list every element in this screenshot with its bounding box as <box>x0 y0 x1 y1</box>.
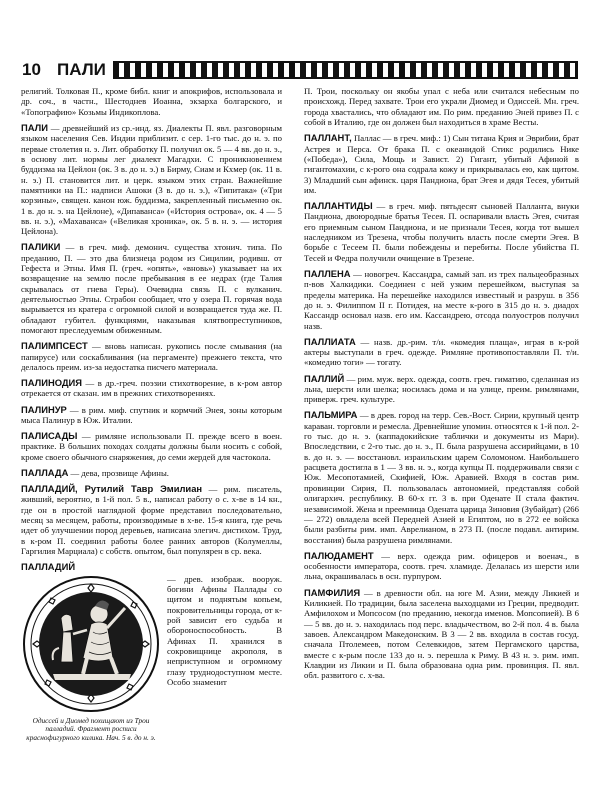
entry-text: — дева, прозвище Афины. <box>68 467 169 478</box>
entry-paliki <box>21 242 282 335</box>
headword: ПАЛЛИАТА <box>304 335 356 347</box>
kylix-illustration <box>21 574 161 714</box>
figure-caption: Одиссей и Диомед похищают из Трои палладий. Фрагмент росписи краснофигурного килика. Нач. 5 в. до н. э. <box>26 715 156 742</box>
headword: ПАЛЬМИРА <box>304 409 358 421</box>
entry-palladiy <box>21 562 282 742</box>
headword: ПАЛЛАДА <box>21 466 69 478</box>
entry-text: П. Трои, поскольку он якобы упал с неба или считался небесным по происхожд. Перед захвате. Трои его украли Диомед и Одиссей. Мн. греч. города хвастались, что обладают им. По рим. преданию Эней привез П. с собой в Италию, где он должен был находиться в храме Весты. <box>304 86 579 128</box>
entry-text: — в греч. миф. пятьдесят сыновей Палланта, внуки Пандиона, двоюродные братья Тесея. П. оспаривали власть Эгея, считая его приемным сыном Пандиона, и не признали Тесея, когда тот вышел наследником из Трезена, чтобы получить власть после смерти Эгея. В борьбе с Тесеем П. были побеждены и перебиты. После убийства П. Тесей и Федра получили очищение в Трезене. <box>304 201 579 263</box>
right-column <box>304 86 579 686</box>
entry-text: — новогреч. Кассандра, самый зап. из трех пальцеобразных п-вов Халкидики. Соединен с ней узким перешейком, выступая за пределы материка. На перешейке находился известный и разруш. в 356 до н. э. Филиппом II г. Потидея, на месте к-рого в 315 до н. э. диадох Кассандр основал назв. его им. Кассандрею, отсода полуостров получил назв. <box>304 268 579 331</box>
entry-text: — назв. др.-рим. т/и. «комедия плаща», играя в к-рой актеры выступали в греч. одежде. Римляне противопоставляли П. т/и. «комедию тоги» — тогату. <box>304 336 579 368</box>
entry-text: — в др.-греч. поэзии стихотворение, в к-ром автор отрекается от сказан. им в прежних стихотворениях. <box>21 378 282 399</box>
entry-palisady <box>21 431 282 462</box>
entry-text: — в древ. город на терр. Сев.-Вост. Сирии, крупный центр караван. торговли и ремесла. Древнейшие упомин. относятся к 1-й пол. 2-го тыс. до н. э. (каппадокийские таблички и документы из Мари). Впоследствии, с 2-го тыс. до н. э., П. была разрушена ассирийцами, в 10 в. до н. э. — восстановл. израильским царем Соломоном. Наибольшего расцвета достигла в 1 — 3 вв. н. э., когда купцы П. поддерживали связи с Юж. Месопотамией, Скифией, Юж. Аравией. Входя в состав рим. провинции Сирия, П. пользовалась автономией, представляя собой олигархич. республику. В 60-х гг. 3 в. при Оденате II стала фактич. независимой. Жена и преемница Одената царица Зиновия (Зубайдат) (266 — 272) овладела всей Передней Азией и Египтом, но в 272 ее войска были разбиты рим. имп. Аврелианом, в 273 П. (после подавл. антирим. восстания) была разрушена римлянами. <box>304 410 579 545</box>
headword: ПАЛИКИ <box>21 241 61 253</box>
page-number: 10 <box>22 60 41 79</box>
meander-band <box>113 61 578 79</box>
entry-palliy <box>304 374 579 405</box>
entry-pallant <box>304 133 579 195</box>
entry-text: — древ. изображ. вооруж. богини Афины Паллады со щитом и поднятым копьем, покровительницы города, от к-рой зависит его судьба и обороноспособность. В Афинах П. хранился в сокровищнице акрополя, в неприступном и огромному глазу труднодоступном месте. Особо знаменит <box>167 573 282 688</box>
headword: ПАЛЛАНТ, <box>304 132 352 144</box>
entry-pallada <box>21 468 282 478</box>
entry-text: — вновь написан. рукопись после смывания (на папирусе) или соскабливания (на пергаменте) прежнего текста, что делалось преим. из-за недостатка писчего материала. <box>21 341 282 372</box>
page-header <box>22 58 578 82</box>
entry-pamfiliya <box>304 588 579 681</box>
entry-palinur <box>21 405 282 426</box>
headword: ПАМФИЛИЯ <box>304 586 361 598</box>
headword: ПАЛЛАДИЙ <box>21 561 76 573</box>
running-head: ПАЛИ <box>57 60 106 79</box>
headword: ПАЛЮДАМЕНТ <box>304 549 374 561</box>
entry-palinodia <box>21 378 282 399</box>
headword: ПАЛЛЕНА <box>304 267 351 279</box>
entry-pallantidy <box>304 201 579 263</box>
headword: ПАЛИНОДИЯ <box>21 377 83 389</box>
entry-pallena <box>304 269 579 331</box>
entry-text: — в древности обл. на юге М. Азии, между Ликией и Киликией. По традиции, была заселена выходцами из Греции, предводит. Амфилохом и Мопсосом (по преданию, некогда именов. Мопсопией). В 6 — 5 вв. до н. э. находилась под перс. владычеством, во 2-й пол. 4 в. была завоев. Александром Македонским. В 3 — 2 вв. входила в состав госуд. сначала Птолемеев, потом Селевкидов, затем Пергамского царства, вместе с к-рым после 133 до н. э. перешла к Риму. В 43 н. э. рим. имп. Клавдии из Ликии и П. была образована одна рим. провинция. П. явл. обл. развитого с. х-ва. <box>304 587 579 681</box>
entry-continuation <box>304 86 579 127</box>
headword: ПАЛИНУР <box>21 403 67 415</box>
left-column <box>21 86 282 748</box>
entry-text: религий. Толковая П., кроме библ. книг и апокрифов, использовала и др. соч., в частн., Шестоднев Иоанна, экзарха болгарского, и «Топографию» Козьмы Индикоплова. <box>21 86 282 117</box>
entry-pali <box>21 123 282 237</box>
entry-palmira <box>304 410 579 544</box>
entry-palimpsest <box>21 341 282 372</box>
headword: ПАЛЛАДИЙ, Рутилий Тавр Эмилиан <box>21 483 203 495</box>
entry-text: — римляне использовали П. прежде всего в воен. практике. В больших походах солдаты должны были носить с собой, кроме своего обычного снаряжения, до семи жердей для частокола. <box>21 431 282 462</box>
headword: ПАЛИСАДЫ <box>21 430 78 442</box>
entry-text: — рим. муж. верх. одежда, соотв. греч. гиматию, сделанная из льна, шерсти или шелка; носилась дома и на улице, преим. римлянами, приверж. греч. культуре. <box>304 373 579 405</box>
headword: ПАЛЛАНТИДЫ <box>304 200 373 212</box>
entry-palladiy-writer <box>21 484 282 556</box>
entry-continuation <box>21 86 282 117</box>
headword: ПАЛЛИЙ <box>304 372 345 384</box>
entry-text: — древнейший из ср.-инд. яз. Диалекты П. явл. разговорным языком населения Сев. Индии приблизит. с сер. 1-го тыс. до н. э. по первые столетия н. э. Лит. обработку П. получил ок. 5 — 4 вв. до н. э., в основу лит. нормы лег диалект Магадхи. С проникновением буддизма на Цейлон (ок. 3 в. до н. э.) в Бирму, Сиам и Кхмер (ок. 11 в. н. э.) П. становится лит. и церк. языком этих стран. Важнейшие памятники на П.: надписи Ашоки (3 в. до н. э.), «Типитака» («Три корзины», священ. канон юж. буддизма, закрепленный письменно ок. 1 в. до н. э. на Цейлоне), «Дипаванса» («История острова», ок. 4 — 5 вв. н. э.), «Махаванса» («Великая хроника», ок. 5 в. н. э. — история Цейлона). <box>21 122 282 237</box>
kylix-figure <box>21 574 161 743</box>
figure-block <box>21 574 282 743</box>
entry-text: Паллас — в греч. миф.: 1) Сын титана Крия и Эврибии, брат Астрея и Перса. От брака П. с океанидой Стикс родились Нике («Победа»), Сила, Мощь и Завист. 2) Гигант, убитый Афиной в гигантомахии, с к-рого она содрала кожу и прикрывалась ею, как щитом. 3) Младший сын афинск. царя Пандиона, брат Эгея и дядя Тесея, убитый им. <box>304 133 579 195</box>
entry-palliata <box>304 337 579 368</box>
entry-text: — в греч. миф. демонич. существа хтонич. типа. По преданию, П. — это два близнеца родом из Сицилии, родивш. от Гефеста и Этны. Имя П. (греч. «опять», «вновь») указывает на их возвращение на землю после пребывания в ее недрах (где Талия скрывалась от гнева Геры). Очевидна связь П. с вулканич. деятельностью Этны. Страбон сообщает, что у озера П. горячая вода вырывается из кратера с огромной силой и возвращается туда же. П. обладают губител. функциями, наказывая клятвопреступников, помогают преследуемым обиженным. <box>21 242 282 336</box>
entry-text: — рим. писатель, живший, вероятно, в 1-й пол. 5 в., написал работу о с. х-ве в 14 кн., где он в простой наглядной форме представил последовательно, месяц за месяцем, работы, производимые в х-ве. 15-я книга, где речь идет об улучшении пород деревьев, написана элегич. дистихом. Труд, в к-ром П. соединил работы более ранних авторов (Колумеллы, Гаргилия Марциала) с собств. опытом, был популярен в ср. века. <box>21 484 282 557</box>
entry-text: — верх. одежда рим. офицеров и военач., в особенности императора, соотв. греч. хламиде. Делалась из шерсти или льна, окрашивалась в осн. пурпуром. <box>304 550 579 582</box>
entry-paludament <box>304 551 579 582</box>
headword: ПАЛИ <box>21 121 48 133</box>
entry-text: — в рим. миф. спутник и кормчий Энея, зоны которым мыса Палинур в Юж. Италии. <box>21 404 282 425</box>
headword: ПАЛИМПСЕСТ <box>21 340 88 352</box>
